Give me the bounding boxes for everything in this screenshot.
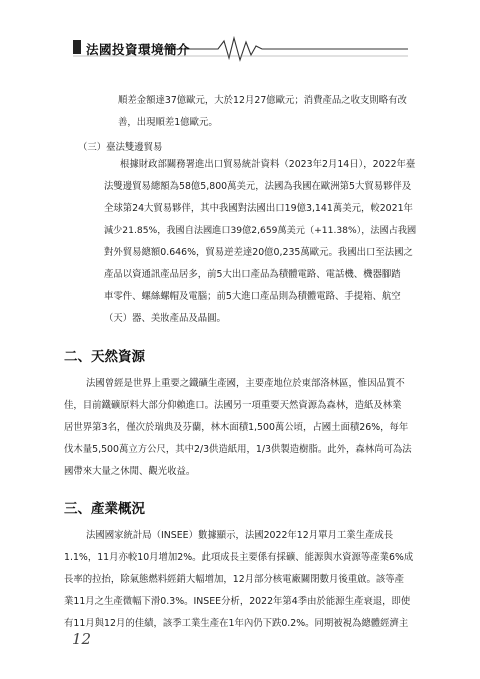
paragraph-line: 1.1%，11月亦較10月增加2%。此項成長主要係有採礦、能源與水資源等產業6%成 (64, 552, 414, 563)
paragraph-line: 法雙邊貿易總額為58億5,800萬美元，法國為我國在歐洲第5大貿易夥伴及 (104, 181, 412, 192)
paragraph-line: 佳，目前鐵礦原料大部分仰賴進口。法國另一項重要天然資源為森林，造紙及林業 (64, 400, 402, 411)
paragraph-line: 法國國家統計局（INSEE）數據顯示，法國2022年12月單月工業生產成長 (86, 530, 394, 541)
paragraph-line: 法國曾經是世界上重要之鐵礦生產國，主要產地位於東部洛林區，惟因品質不 (86, 378, 405, 389)
paragraph-line: 順差金額達37億歐元，大於12月27億歐元；消費產品之收支則略有改 (118, 95, 407, 106)
section-heading-industry-overview: 三、產業概況 (64, 501, 145, 517)
paragraph-line: 居世界第3名，僅次於瑞典及芬蘭，林木面積1,500萬公頃，占國土面積26%，每年 (64, 422, 409, 433)
paragraph-line: 國帶來大量之休閒、觀光收益。 (64, 466, 196, 477)
paragraph-line: 善，出現順差1億歐元。 (118, 117, 218, 128)
paragraph-line: （天）器、美妝產品及晶圓。 (104, 313, 226, 324)
subheading-bilateral-trade: （三）臺法雙邊貿易 (78, 142, 163, 153)
paragraph-line: 根據財政部關務署進出口貿易統計資料（2023年2月14日），2022年臺 (120, 159, 416, 170)
paragraph-line: 全球第24大貿易夥伴，其中我國對法國出口19億3,141萬美元，較2021年 (104, 203, 413, 214)
page-header (0, 0, 480, 70)
paragraph-line: 對外貿易總額0.646%，貿易逆差達20億0,235萬歐元。我國出口至法國之 (104, 247, 413, 258)
header-title: 法國投資環境簡介 (86, 42, 191, 57)
page-number: 12 (72, 630, 92, 648)
paragraph-line: 長率的拉抬，除氣態燃料經銷大幅增加，12月部分核電廠關閉數月後重啟。該等產 (64, 574, 405, 585)
heartbeat-line-icon (160, 38, 408, 60)
paragraph-line: 有11月與12月的佳績，該季工業生產在1年內仍下跌0.2%。同期被視為總體經濟主 (64, 618, 409, 629)
paragraph-line: 產品以資通訊產品居多，前5大出口產品為積體電路、電話機、機器腳踏 (104, 269, 401, 280)
paragraph-line: 業11月之生產微幅下滑0.3%。INSEE分析，2022年第4季由於能源生產衰退，即使 (64, 596, 411, 607)
section-heading-natural-resources: 二、天然資源 (64, 349, 145, 365)
paragraph-line: 減少21.85%，我國自法國進口39億2,659萬美元（+11.38%），法國占我國 (104, 225, 417, 236)
paragraph-line: 車零件、螺絲螺帽及電腦；前5大進口產品則為積體電路、手提箱、航空 (104, 291, 401, 302)
header-marker (73, 40, 81, 54)
header-decoration (0, 0, 480, 70)
paragraph-line: 伐木量5,500萬立方公尺，其中2/3供造紙用，1/3供製造樹脂。此外，森林尚可為法 (64, 444, 412, 455)
